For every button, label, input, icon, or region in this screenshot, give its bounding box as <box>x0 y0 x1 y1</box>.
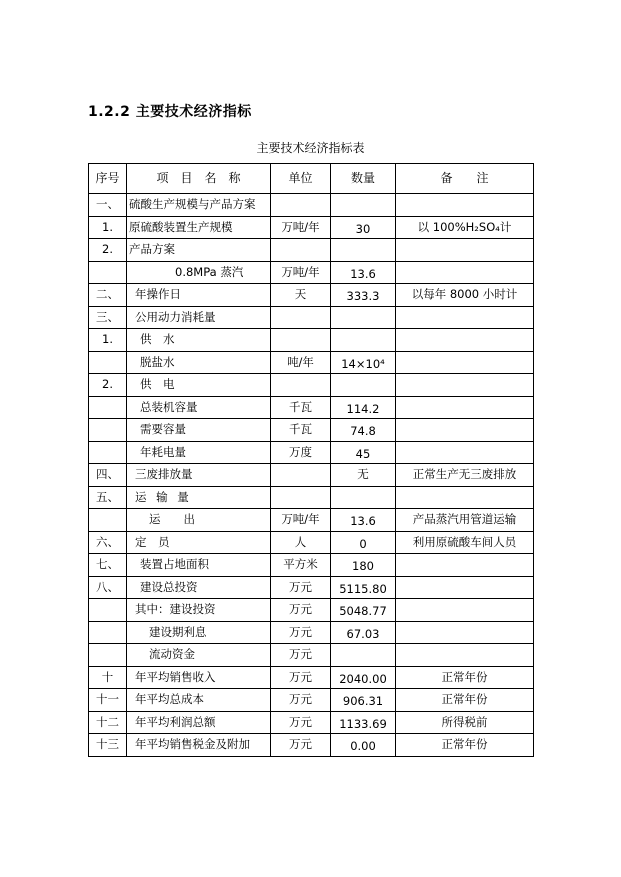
note-cell: 所得税前 <box>396 711 534 734</box>
seq-cell: 七、 <box>89 554 127 577</box>
item-cell: 建设总投资 <box>127 576 271 599</box>
note-cell: 产品蒸汽用管道运输 <box>396 509 534 532</box>
table-caption: 主要技术经济指标表 <box>256 141 365 155</box>
note-cell: 正常生产无三废排放 <box>396 464 534 487</box>
header-qty: 数量 <box>331 164 396 194</box>
table-row <box>89 576 534 599</box>
seq-cell <box>89 599 127 622</box>
table-row <box>89 261 534 284</box>
qty-cell <box>331 599 396 622</box>
seq-cell: 五、 <box>89 486 127 509</box>
qty-cell <box>331 554 396 577</box>
qty-cell <box>331 374 396 397</box>
qty-cell <box>331 284 396 307</box>
seq-cell: 二、 <box>89 284 127 307</box>
item-cell: 公用动力消耗量 <box>127 306 271 329</box>
qty-cell <box>331 621 396 644</box>
item-cell: 年平均利润总额 <box>127 711 271 734</box>
table-row <box>89 621 534 644</box>
item-cell: 总装机容量 <box>127 396 271 419</box>
qty-value: 1133.69 <box>339 716 387 731</box>
item-cell: 其中：建设投资 <box>127 599 271 622</box>
table-body <box>89 194 534 757</box>
note-cell <box>396 644 534 667</box>
qty-cell <box>331 531 396 554</box>
unit-cell: 万吨/年 <box>271 216 331 239</box>
note-cell: 正常年份 <box>396 734 534 757</box>
seq-cell: 一、 <box>89 194 127 217</box>
item-cell: 年平均总成本 <box>127 689 271 712</box>
qty-value: 333.3 <box>346 289 380 303</box>
seq-cell: 四、 <box>89 464 127 487</box>
note-cell: 正常年份 <box>396 666 534 689</box>
item-cell: 供 水 <box>127 329 271 352</box>
qty-value: 45 <box>355 446 371 461</box>
header-item: 项 目 名 称 <box>127 164 271 194</box>
unit-cell: 吨/年 <box>271 351 331 374</box>
table-row <box>89 509 534 532</box>
note-cell: 正常年份 <box>396 689 534 712</box>
section-heading: 1.2.2 主要技术经济指标 <box>88 104 252 120</box>
unit-cell: 万元 <box>271 644 331 667</box>
qty-value: 14×10⁴ <box>341 356 385 371</box>
qty-cell <box>331 261 396 284</box>
header-seq: 序号 <box>89 164 127 194</box>
item-cell: 建设期利息 <box>127 621 271 644</box>
qty-cell <box>331 306 396 329</box>
item-cell: 运 出 <box>127 509 271 532</box>
item-cell: 硫酸生产规模与产品方案 <box>127 194 271 217</box>
unit-cell: 天 <box>271 284 331 307</box>
table-row <box>89 374 534 397</box>
table-row <box>89 734 534 757</box>
qty-cell: 无 <box>331 464 396 487</box>
qty-value: 5048.77 <box>339 604 387 618</box>
qty-value: 30 <box>355 221 371 236</box>
seq-cell <box>89 509 127 532</box>
qty-value: 74.8 <box>350 424 376 438</box>
qty-value: 180 <box>352 559 374 573</box>
seq-cell <box>89 644 127 667</box>
unit-cell: 万元 <box>271 621 331 644</box>
table-row <box>89 329 534 352</box>
note-cell: 以每年 8000 小时计 <box>396 284 534 307</box>
note-cell: 利用原硫酸车间人员 <box>396 531 534 554</box>
qty-value: 906.31 <box>342 694 384 708</box>
unit-cell: 万吨/年 <box>271 509 331 532</box>
seq-cell: 十一 <box>89 689 127 712</box>
unit-cell <box>271 329 331 352</box>
table-row <box>89 531 534 554</box>
qty-value: 0.00 <box>350 739 376 753</box>
seq-cell <box>89 261 127 284</box>
unit-cell: 千瓦 <box>271 419 331 442</box>
table-row <box>89 306 534 329</box>
item-cell: 流动资金 <box>127 644 271 667</box>
note-cell <box>396 306 534 329</box>
item-cell: 需要容量 <box>127 419 271 442</box>
note-cell: 以 100%H₂SO₄计 <box>396 216 534 239</box>
note-cell <box>396 419 534 442</box>
qty-value: 5115.80 <box>339 581 387 596</box>
seq-cell <box>89 441 127 464</box>
unit-cell: 万吨/年 <box>271 261 331 284</box>
header-unit: 单位 <box>271 164 331 194</box>
note-cell <box>396 239 534 262</box>
table-row <box>89 216 534 239</box>
seq-cell <box>89 419 127 442</box>
qty-cell <box>331 689 396 712</box>
seq-cell: 十 <box>89 666 127 689</box>
qty-cell <box>331 351 396 374</box>
item-cell: 脱盐水 <box>127 351 271 374</box>
seq-cell: 十二 <box>89 711 127 734</box>
qty-cell <box>331 419 396 442</box>
table-row <box>89 486 534 509</box>
qty-cell <box>331 644 396 667</box>
unit-cell: 万元 <box>271 689 331 712</box>
note-cell <box>396 441 534 464</box>
item-cell: 运 输 量 <box>127 486 271 509</box>
table-row <box>89 644 534 667</box>
qty-cell <box>331 216 396 239</box>
table-row <box>89 419 534 442</box>
unit-cell: 万元 <box>271 576 331 599</box>
unit-cell <box>271 374 331 397</box>
qty-value: 114.2 <box>346 401 380 416</box>
table-row <box>89 689 534 712</box>
unit-cell: 万元 <box>271 734 331 757</box>
note-cell <box>396 554 534 577</box>
qty-cell <box>331 441 396 464</box>
item-cell: 产品方案 <box>127 239 271 262</box>
seq-cell: 2. <box>89 374 127 397</box>
note-cell <box>396 576 534 599</box>
unit-cell: 万元 <box>271 711 331 734</box>
unit-cell <box>271 194 331 217</box>
qty-cell <box>331 734 396 757</box>
table-row <box>89 396 534 419</box>
unit-cell <box>271 239 331 262</box>
unit-cell <box>271 306 331 329</box>
item-cell: 装置占地面积 <box>127 554 271 577</box>
unit-cell: 万元 <box>271 666 331 689</box>
note-cell <box>396 329 534 352</box>
note-cell <box>396 599 534 622</box>
item-cell: 年耗电量 <box>127 441 271 464</box>
table-row <box>89 464 534 487</box>
table-row <box>89 599 534 622</box>
qty-value: 13.6 <box>350 266 376 281</box>
seq-cell <box>89 396 127 419</box>
qty-value: 2040.00 <box>339 671 387 686</box>
qty-cell <box>331 711 396 734</box>
seq-cell <box>89 351 127 374</box>
item-cell: 三废排放量 <box>127 464 271 487</box>
seq-cell: 2. <box>89 239 127 262</box>
table-row <box>89 554 534 577</box>
seq-cell: 六、 <box>89 531 127 554</box>
table-row <box>89 666 534 689</box>
unit-cell: 千瓦 <box>271 396 331 419</box>
table-row <box>89 351 534 374</box>
item-cell: 年平均销售收入 <box>127 666 271 689</box>
table-row <box>89 239 534 262</box>
table-row <box>89 441 534 464</box>
qty-cell <box>331 239 396 262</box>
header-note: 备 注 <box>396 164 534 194</box>
table-row <box>89 711 534 734</box>
note-cell <box>396 621 534 644</box>
seq-cell: 八、 <box>89 576 127 599</box>
seq-cell: 三、 <box>89 306 127 329</box>
table-header-row <box>89 164 534 194</box>
seq-cell: 1. <box>89 216 127 239</box>
item-cell: 供 电 <box>127 374 271 397</box>
item-cell: 年平均销售税金及附加 <box>127 734 271 757</box>
note-cell <box>396 351 534 374</box>
item-cell: 年操作日 <box>127 284 271 307</box>
item-cell: 原硫酸装置生产规模 <box>127 216 271 239</box>
qty-value: 0 <box>359 536 367 551</box>
unit-cell: 平方米 <box>271 554 331 577</box>
seq-cell: 1. <box>89 329 127 352</box>
note-cell <box>396 374 534 397</box>
table-row <box>89 284 534 307</box>
qty-cell <box>331 194 396 217</box>
note-cell <box>396 261 534 284</box>
note-cell <box>396 486 534 509</box>
qty-cell <box>331 576 396 599</box>
table-row <box>89 194 534 217</box>
qty-cell <box>331 509 396 532</box>
note-cell <box>396 396 534 419</box>
indicators-table <box>88 163 534 757</box>
unit-cell: 万元 <box>271 599 331 622</box>
qty-value: 67.03 <box>346 626 380 641</box>
qty-cell <box>331 666 396 689</box>
note-cell <box>396 194 534 217</box>
qty-cell <box>331 486 396 509</box>
unit-cell: 人 <box>271 531 331 554</box>
qty-value: 13.6 <box>350 514 376 528</box>
seq-cell: 十三 <box>89 734 127 757</box>
qty-cell <box>331 329 396 352</box>
unit-cell: 万度 <box>271 441 331 464</box>
item-cell: 定 员 <box>127 531 271 554</box>
qty-cell <box>331 396 396 419</box>
seq-cell <box>89 621 127 644</box>
unit-cell <box>271 486 331 509</box>
item-cell: 0.8MPa 蒸汽 <box>127 261 271 284</box>
unit-cell <box>271 464 331 487</box>
